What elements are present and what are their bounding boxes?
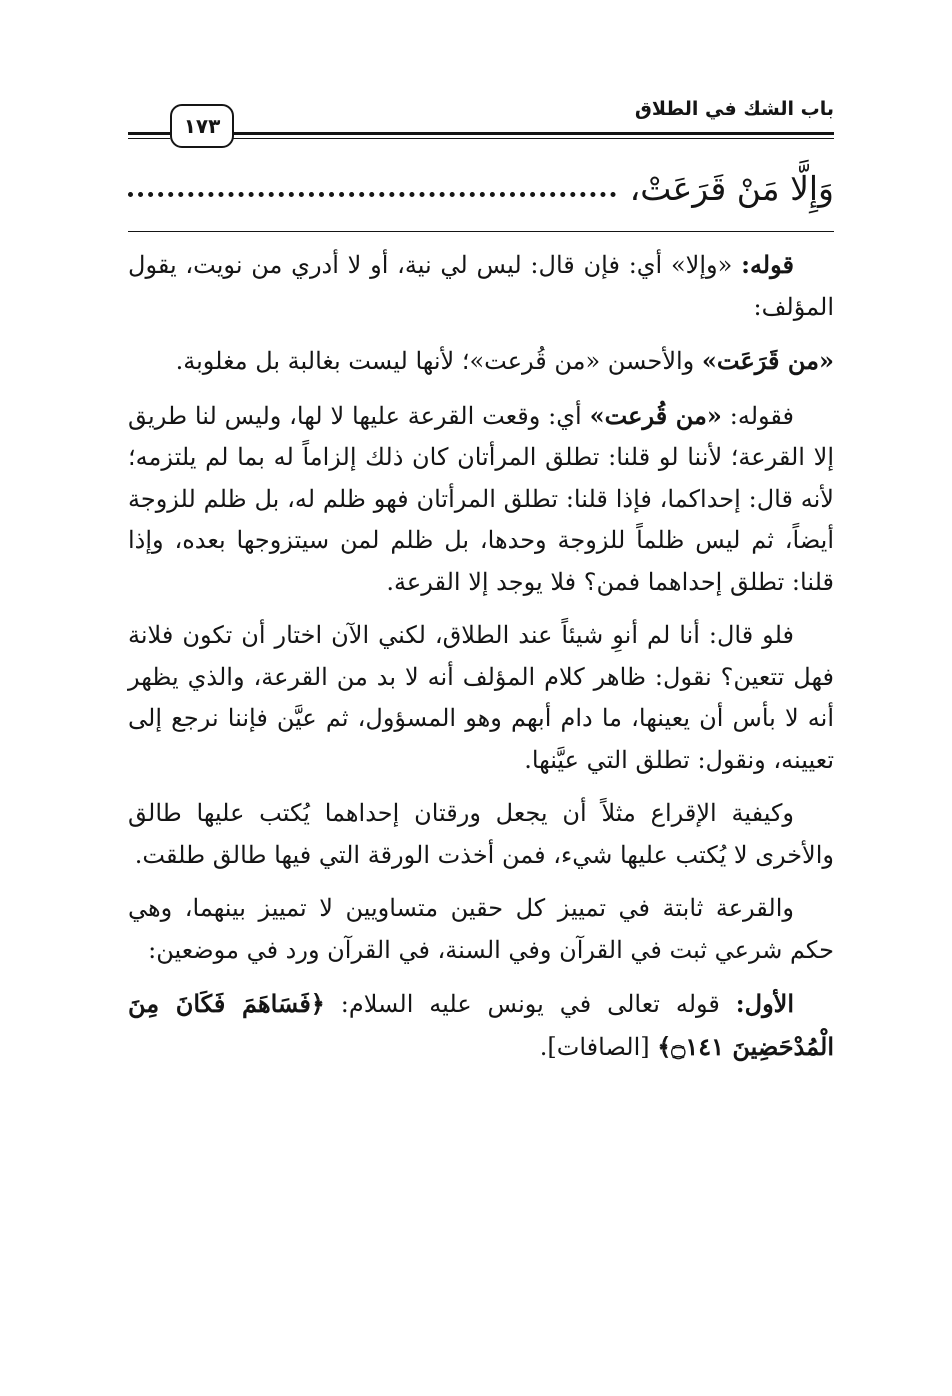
verse-reference: [الصافات].	[539, 1032, 658, 1061]
dotted-leader	[128, 192, 616, 197]
paragraph	[128, 340, 834, 383]
commentary-body	[128, 244, 834, 1080]
matn-line	[128, 162, 834, 214]
lead-term: قوله:	[741, 250, 794, 279]
paragraph	[128, 983, 834, 1068]
paragraph	[128, 615, 834, 781]
lead-term: الأول:	[735, 989, 795, 1018]
header-rule	[232, 138, 834, 139]
paragraph	[128, 793, 834, 876]
page-number: ١٧٣	[170, 104, 234, 148]
paragraph	[128, 244, 834, 328]
text-separator	[128, 231, 834, 232]
quran-verse: ﴿فَسَاهَمَ فَكَانَ مِنَ الْمُدْحَضِينَ ۝١٤١﴾	[128, 989, 834, 1061]
paragraph	[128, 395, 834, 604]
paragraph-text: والقرعة ثابتة في تمييز كل حقين متساويين لا تمييز بينهما، وهي حكم شرعي ثبت في القرآن وفي السنة، في القرآن ورد في موضعين:	[128, 894, 834, 964]
paragraph-text: والأحسن «من قُرعت»؛ لأنها ليست بغالبة بل مغلوبة.	[175, 347, 702, 375]
running-header	[128, 92, 834, 150]
header-rule	[232, 132, 834, 135]
paragraph-text: «وإلا» أي: فإن قال: ليس لي نية، أو لا أدري من نويت، يقول المؤلف:	[128, 251, 834, 321]
paragraph-text: قوله تعالى في يونس عليه السلام:	[324, 990, 736, 1018]
lead-term: «من قَرَعَت»	[701, 346, 834, 375]
paragraph-text: فقوله:	[721, 401, 795, 430]
header-rule	[128, 132, 170, 135]
lead-term: «من قُرعت»	[589, 400, 722, 430]
paragraph-text: أي: وقعت القرعة عليها لا لها، وليس لنا طريق إلا القرعة؛ لأننا لو قلنا: تطلق المرأتان كان ذلك إلزاماً له بما لم يلتزمه؛ لأنه قال: إحداكما، فإذا قلنا: تطلق المرأتان فهو ظلم له، بل ظلم للزوجة أيضاً، ثم ليس ظلماً للزوجة وحدها، بل ظلم لمن سيتزوجها بعده، وإذا قلنا: تطلق إحداهما فمن؟ فلا يوجد إلا القرعة.	[128, 401, 834, 596]
header-rule	[128, 138, 170, 139]
paragraph-text: وكيفية الإقراع مثلاً أن يجعل ورقتان إحداهما يُكتب عليها طالق والأخرى لا يُكتب عليها شيء، فمن أخذت الورقة التي فيها طالق طلقت.	[128, 799, 834, 869]
matn-text: وَإِلَّا مَنْ قَرَعَتْ،	[629, 168, 834, 208]
chapter-title: باب الشك في الطلاق	[634, 98, 834, 120]
paragraph	[128, 888, 834, 971]
paragraph-text: فلو قال: أنا لم أنوِ شيئاً عند الطلاق، لكني الآن اختار أن تكون فلانة فهل تتعين؟ نقول: ظاهر كلام المؤلف أنه لا بد من القرعة، والذي يظهر أنه لا بأس أن يعينها، ما دام أبهم وهو المسؤول، ثم عيَّن فإننا نرجع إلى تعيينه، ونقول: تطلق التي عيَّنها.	[128, 621, 834, 774]
